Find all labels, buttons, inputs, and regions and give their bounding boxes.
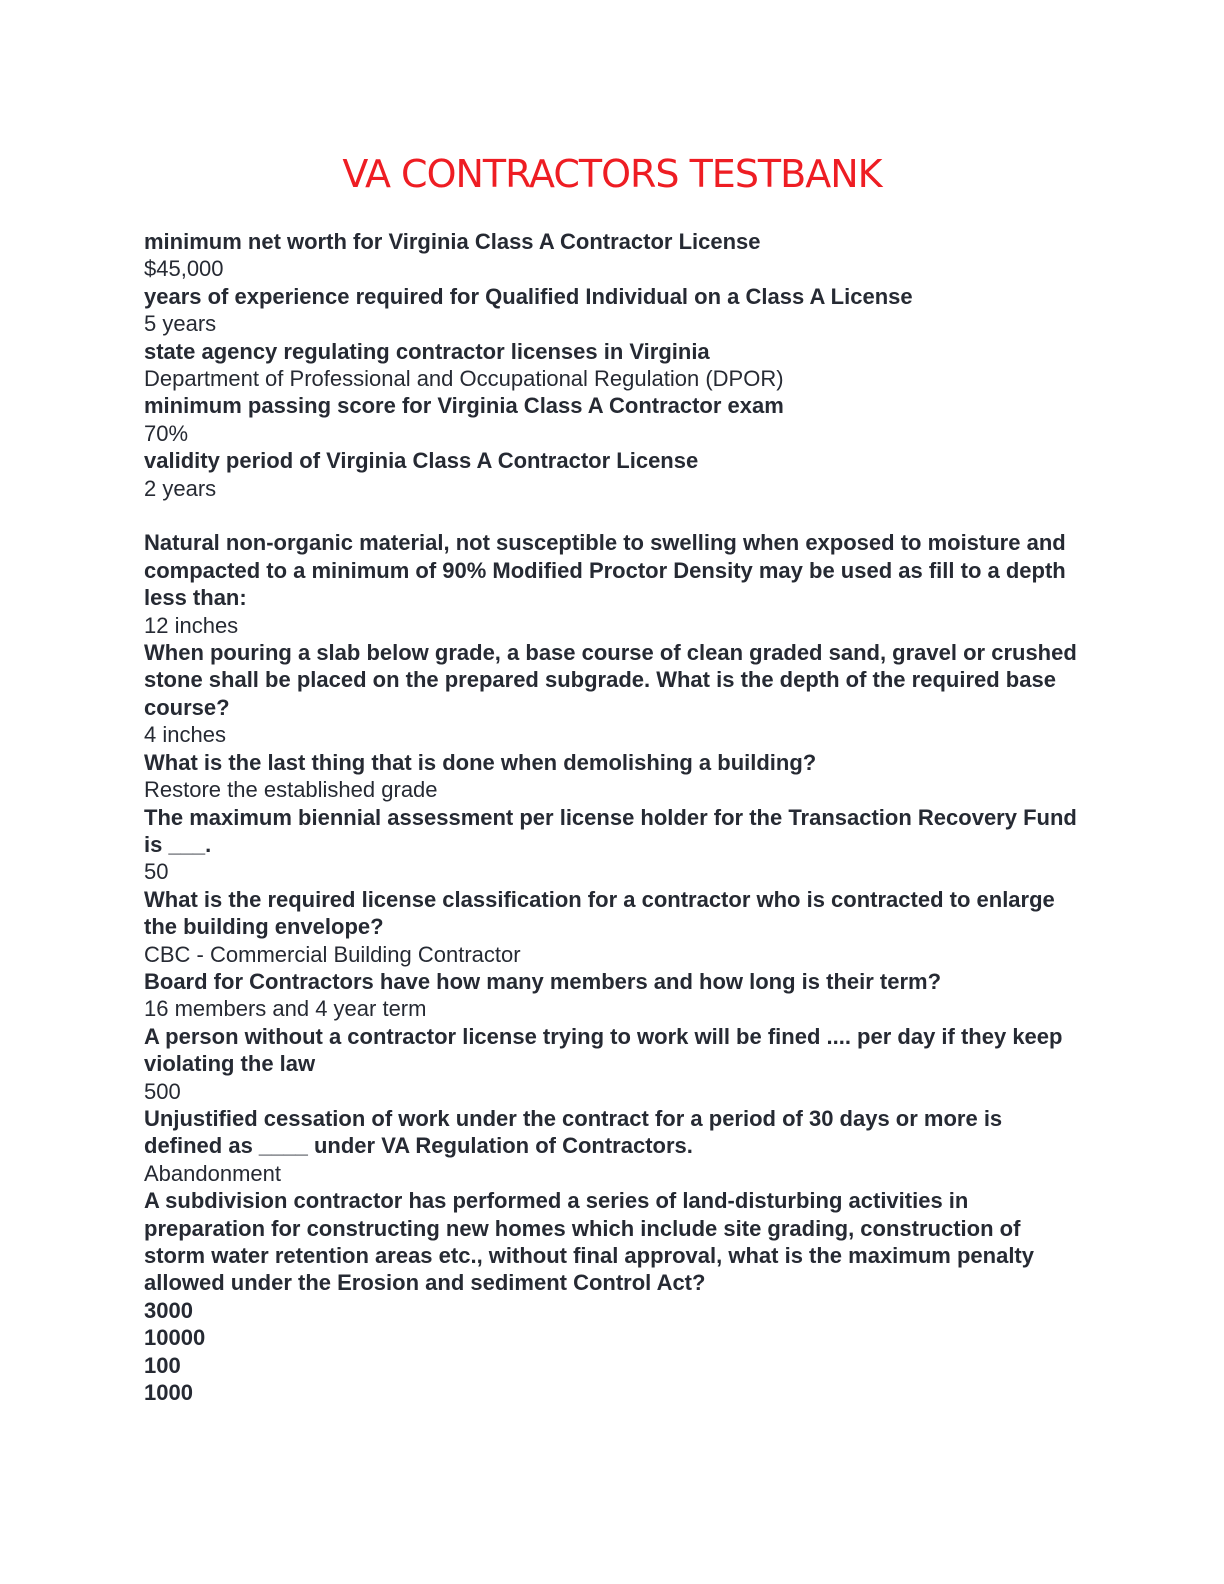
question-8: What is the last thing that is done when demolishing a building?	[144, 749, 817, 775]
question-5: validity period of Virginia Class A Contractor License	[144, 448, 699, 474]
question-12: A person without a contractor license trying to work will be fined .... per day if they keep violating the law	[144, 1023, 1063, 1077]
section-spacer	[144, 502, 1084, 529]
question-2: years of experience required for Qualified Individual on a Class A License	[144, 283, 913, 309]
question-7: When pouring a slab below grade, a base course of clean graded sand, gravel or crushed stone shall be placed on the prepared subgrade. What is the depth of the required base course?	[144, 640, 1077, 720]
answer-5: 2 years	[144, 475, 217, 501]
question-1: minimum net worth for Virginia Class A Contractor License	[144, 229, 761, 254]
answer-6: 12 inches	[144, 612, 239, 638]
question-14: A subdivision contractor has performed a series of land-disturbing activities in preparation for constructing new homes which include site grading, construction of storm water retention areas etc., without final approval, what is the maximum penalty allowed under the Erosion and sediment Control Act?	[144, 1188, 1034, 1296]
question-10: What is the required license classification for a contractor who is contracted to enlarge the building envelope?	[144, 886, 1055, 940]
question-9: The maximum biennial assessment per license holder for the Transaction Recovery Fund is ___.	[144, 804, 1077, 857]
qa-list	[144, 228, 1084, 1406]
question-13: Unjustified cessation of work under the contract for a period of 30 days or more is defined as ____ under VA Regulation of Contractors.	[144, 1105, 1003, 1159]
answer-13: Abandonment	[144, 1160, 281, 1186]
option-3: 100	[144, 1352, 181, 1378]
answer-1: $45,000	[144, 256, 224, 282]
answer-7: 4 inches	[144, 722, 226, 748]
answer-2: 5 years	[144, 311, 217, 337]
answer-11: 16 members and 4 year term	[144, 996, 427, 1022]
answer-12: 500	[144, 1078, 181, 1104]
question-11: Board for Contractors have how many members and how long is their term?	[144, 968, 942, 994]
answer-3: Department of Professional and Occupational Regulation (DPOR)	[144, 366, 784, 392]
option-1: 3000	[144, 1297, 193, 1323]
option-2: 10000	[144, 1325, 206, 1351]
option-4: 1000	[144, 1380, 193, 1406]
answer-10: CBC - Commercial Building Contractor	[144, 941, 521, 967]
answer-9: 50	[144, 859, 169, 885]
question-3: state agency regulating contractor licenses in Virginia	[144, 338, 710, 364]
answer-8: Restore the established grade	[144, 777, 438, 803]
question-4: minimum passing score for Virginia Class A Contractor exam	[144, 393, 784, 419]
answer-4: 70%	[144, 420, 189, 446]
document-title: VA CONTRACTORS TESTBANK	[342, 152, 882, 196]
question-6: Natural non-organic material, not susceptible to swelling when exposed to moisture and compacted to a minimum of 90% Modified Proctor Density may be used as fill to a depth less than:	[144, 530, 1066, 611]
